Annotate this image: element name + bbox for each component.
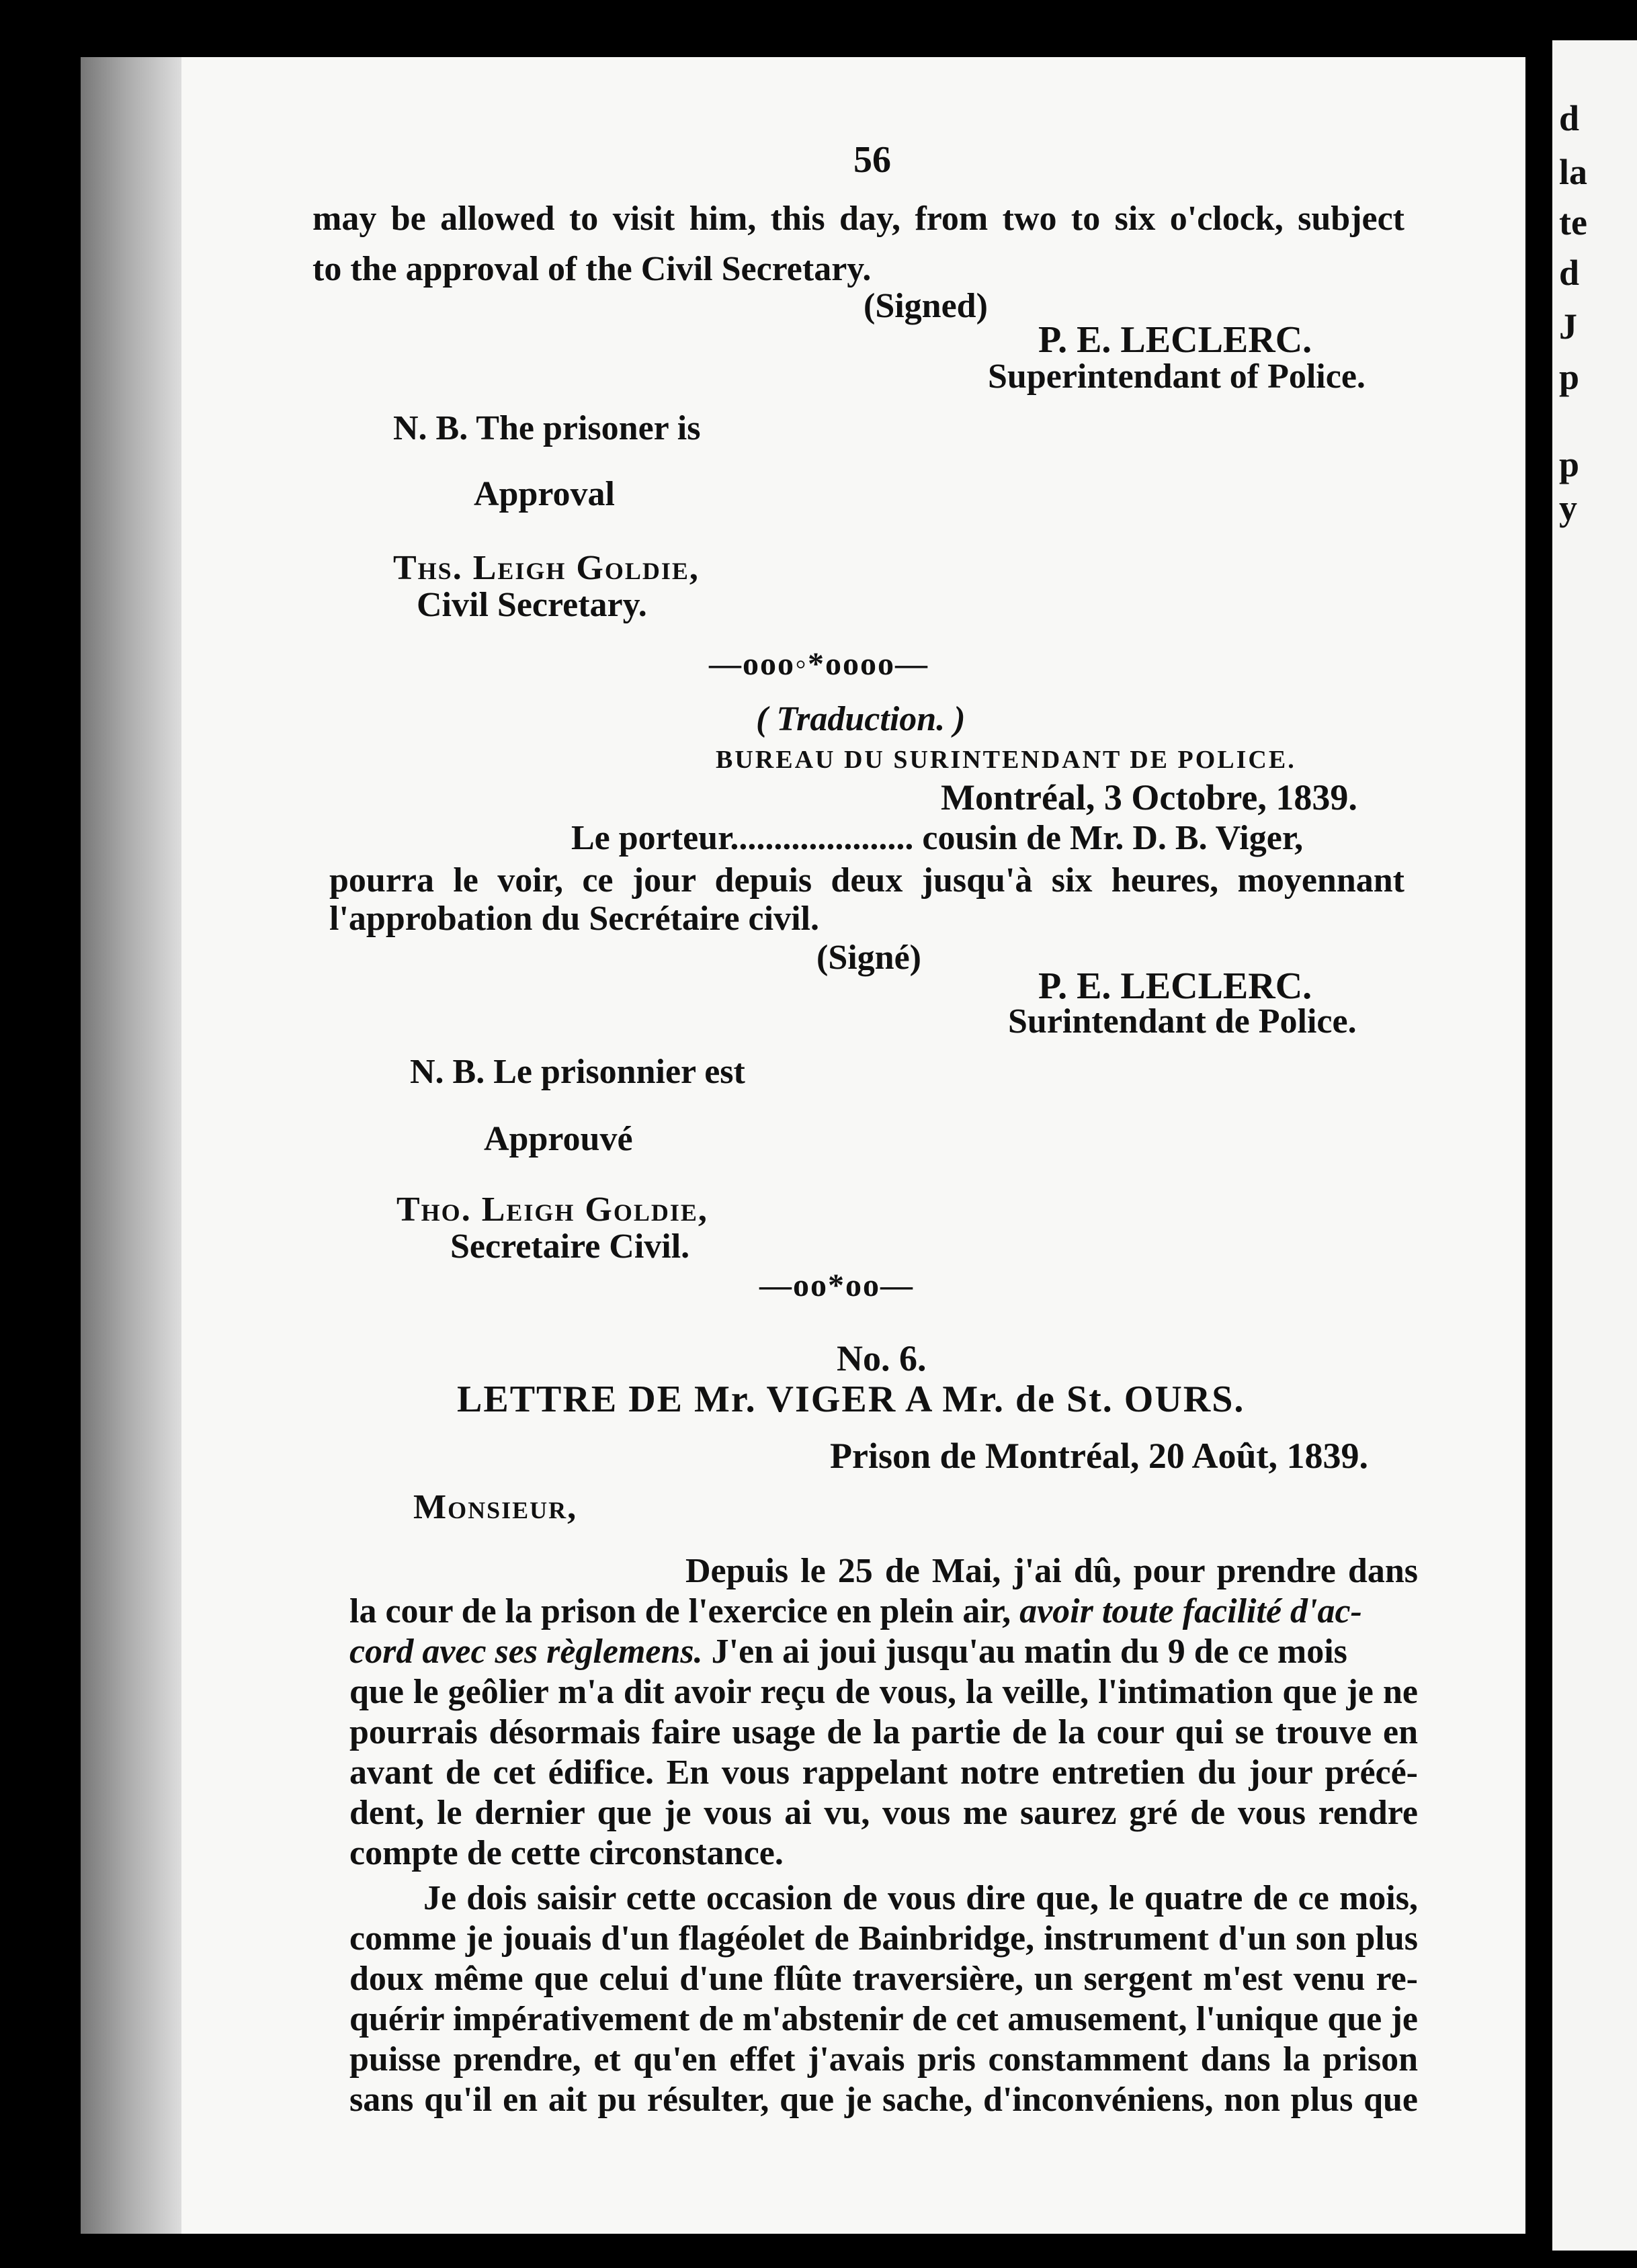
nb-note: N. B. The prisoner is <box>393 409 701 447</box>
secretary-title: Secretaire Civil. <box>450 1227 690 1266</box>
signatory-name: P. E. LECLERC. <box>1038 965 1312 1007</box>
letter-text-segment: la cour de la prison de l'exercice en plein air, <box>349 1592 1011 1630</box>
letter-text-line <box>349 1594 1362 1629</box>
english-text-line: to the approval of the Civil Secretary. <box>312 250 872 288</box>
letter-text-line: que le geôlier m'a dit avoir reçu de vous, la veille, l'intimation que je ne <box>349 1673 1418 1711</box>
english-text-line: may be allowed to visit him, this day, from two to six o'clock, subject <box>312 200 1404 238</box>
letter-text-line: compte de cette circonstance. <box>349 1834 784 1872</box>
letter-text-line: pourrais désormais faire usage de la partie de la cour qui se trouve en <box>349 1713 1418 1751</box>
adjacent-page-fragment: te <box>1559 202 1587 243</box>
letter-text-line: avant de cet édifice. En vous rappelant notre entretien du jour précé- <box>349 1753 1418 1792</box>
page-number: 56 <box>853 139 891 181</box>
letter-text-segment: J'en ai joui jusqu'au matin du 9 de ce mois <box>711 1632 1347 1671</box>
secretary-title: Civil Secretary. <box>417 586 647 624</box>
page-gutter-shadow <box>81 57 181 2234</box>
letter-text-line: comme je jouais d'un flagéolet de Bainbridge, instrument d'un son plus <box>349 1919 1418 1958</box>
letter-date: Prison de Montréal, 20 Août, 1839. <box>830 1436 1368 1476</box>
adjacent-page-edge <box>1552 40 1637 2251</box>
french-date: Montréal, 3 Octobre, 1839. <box>941 777 1357 818</box>
adjacent-page-fragment: p <box>1559 357 1580 397</box>
letter-italic-segment: cord avec ses règlemens. <box>349 1632 703 1671</box>
french-text-line: l'approbation du Secrétaire civil. <box>329 900 819 938</box>
adjacent-page-fragment: y <box>1559 488 1577 528</box>
letter-text-line: doux même que celui d'une flûte traversière, un sergent m'est venu re- <box>349 1960 1418 1998</box>
letter-number: No. 6. <box>837 1338 927 1379</box>
signe-label: (Signé) <box>816 939 921 977</box>
secretary-name: Tho. Leigh Goldie, <box>396 1190 708 1229</box>
french-text-line: Le porteur..................... cousin de Mr. D. B. Viger, <box>571 819 1304 857</box>
letter-heading: LETTRE DE Mr. VIGER A Mr. de St. OURS. <box>457 1379 1245 1420</box>
approval-label: Approval <box>474 475 615 513</box>
adjacent-page-fragment: la <box>1559 152 1588 192</box>
nb-note: N. B. Le prisonnier est <box>410 1053 745 1091</box>
letter-text-line: Depuis le 25 de Mai, j'ai dû, pour prendre dans <box>685 1552 1418 1590</box>
letter-italic-segment: avoir toute facilité d'ac- <box>1019 1592 1362 1630</box>
adjacent-page-fragment: d <box>1559 253 1580 293</box>
letter-text-line: quérir impérativement de m'abstenir de cet amusement, l'unique que je <box>349 2000 1418 2038</box>
translation-heading: ( Traduction. ) <box>756 700 966 738</box>
letter-text-line: dent, le dernier que je vous ai vu, vous me saurez gré de vous rendre <box>349 1794 1418 1832</box>
signatory-name: P. E. LECLERC. <box>1038 319 1312 361</box>
adjacent-page-fragment: J <box>1559 306 1577 347</box>
adjacent-page-fragment: p <box>1559 444 1580 484</box>
letter-text-line: sans qu'il en ait pu résulter, que je sache, d'inconvéniens, non plus que <box>349 2081 1418 2119</box>
signatory-title: Surintendant de Police. <box>1008 1002 1357 1041</box>
secretary-name: Ths. Leigh Goldie, <box>393 549 700 587</box>
adjacent-page-fragment: d <box>1559 98 1580 138</box>
letter-text-line: puisse prendre, et qu'en effet j'avais pris constamment dans la prison <box>349 2040 1418 2079</box>
bureau-heading: BUREAU DU SURINTENDANT DE POLICE. <box>716 746 1296 774</box>
letter-text-line <box>349 1634 1347 1669</box>
section-divider: —ooo◦*oooo— <box>709 646 929 682</box>
approuve-label: Approuvé <box>484 1120 633 1158</box>
signatory-title: Superintendant of Police. <box>988 357 1366 396</box>
salutation: Monsieur, <box>413 1488 578 1526</box>
signed-label: (Signed) <box>864 287 988 325</box>
section-divider: —oo*oo— <box>759 1268 914 1303</box>
letter-text-line: Je dois saisir cette occasion de vous dire que, le quatre de ce mois, <box>423 1879 1418 1917</box>
french-text-line: pourra le voir, ce jour depuis deux jusqu'à six heures, moyennant <box>329 861 1404 900</box>
